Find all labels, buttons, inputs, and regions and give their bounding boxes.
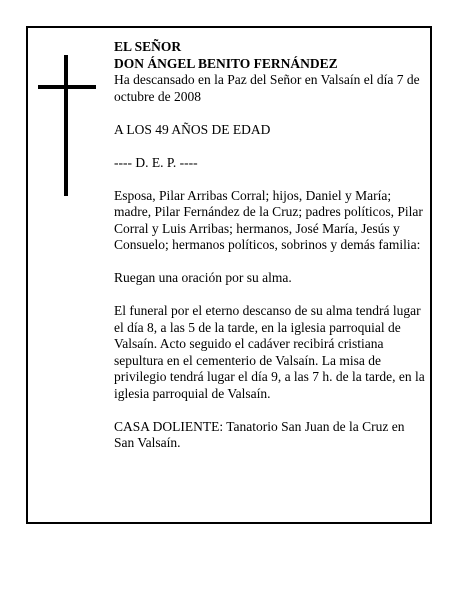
obituary-text	[114, 39, 426, 452]
deceased-name: DON ÁNGEL BENITO FERNÁNDEZ	[114, 55, 338, 71]
rip-text: ---- D. E. P. ----	[114, 154, 198, 170]
age-text: A LOS 49 AÑOS DE EDAD	[114, 121, 271, 137]
cross-vertical-bar	[64, 55, 68, 196]
title-line-1: EL SEÑOR	[114, 39, 182, 54]
cross-horizontal-bar	[38, 85, 96, 89]
intro-text: Ha descansado en la Paz del Señor en Valsaín el día 7 de octubre de 2008	[114, 72, 420, 104]
mourning-house-text: CASA DOLIENTE: Tanatorio San Juan de la Cruz en San Valsaín.	[114, 418, 405, 450]
funeral-text: El funeral por el eterno descanso de su alma tendrá lugar el día 8, a las 5 de la tarde, en la iglesia parroquial de Valsaín. Acto seguido el cadáver recibirá cristiana sepultura en el cementerio de Valsaín. La misa de privilegio tendrá lugar el día 9, a las 7 h. de la tarde, en la iglesia parroquial de Valsaín.	[114, 303, 425, 401]
prayer-text: Ruegan una oración por su alma.	[114, 270, 292, 285]
family-text: Esposa, Pilar Arribas Corral; hijos, Daniel y María; madre, Pilar Fernández de la Cruz; padres políticos, Pilar Corral y Luis Arribas; hermanos, José María, Jesús y Consuelo; hermanos políticos, sobrinos y demás familia:	[114, 187, 423, 252]
